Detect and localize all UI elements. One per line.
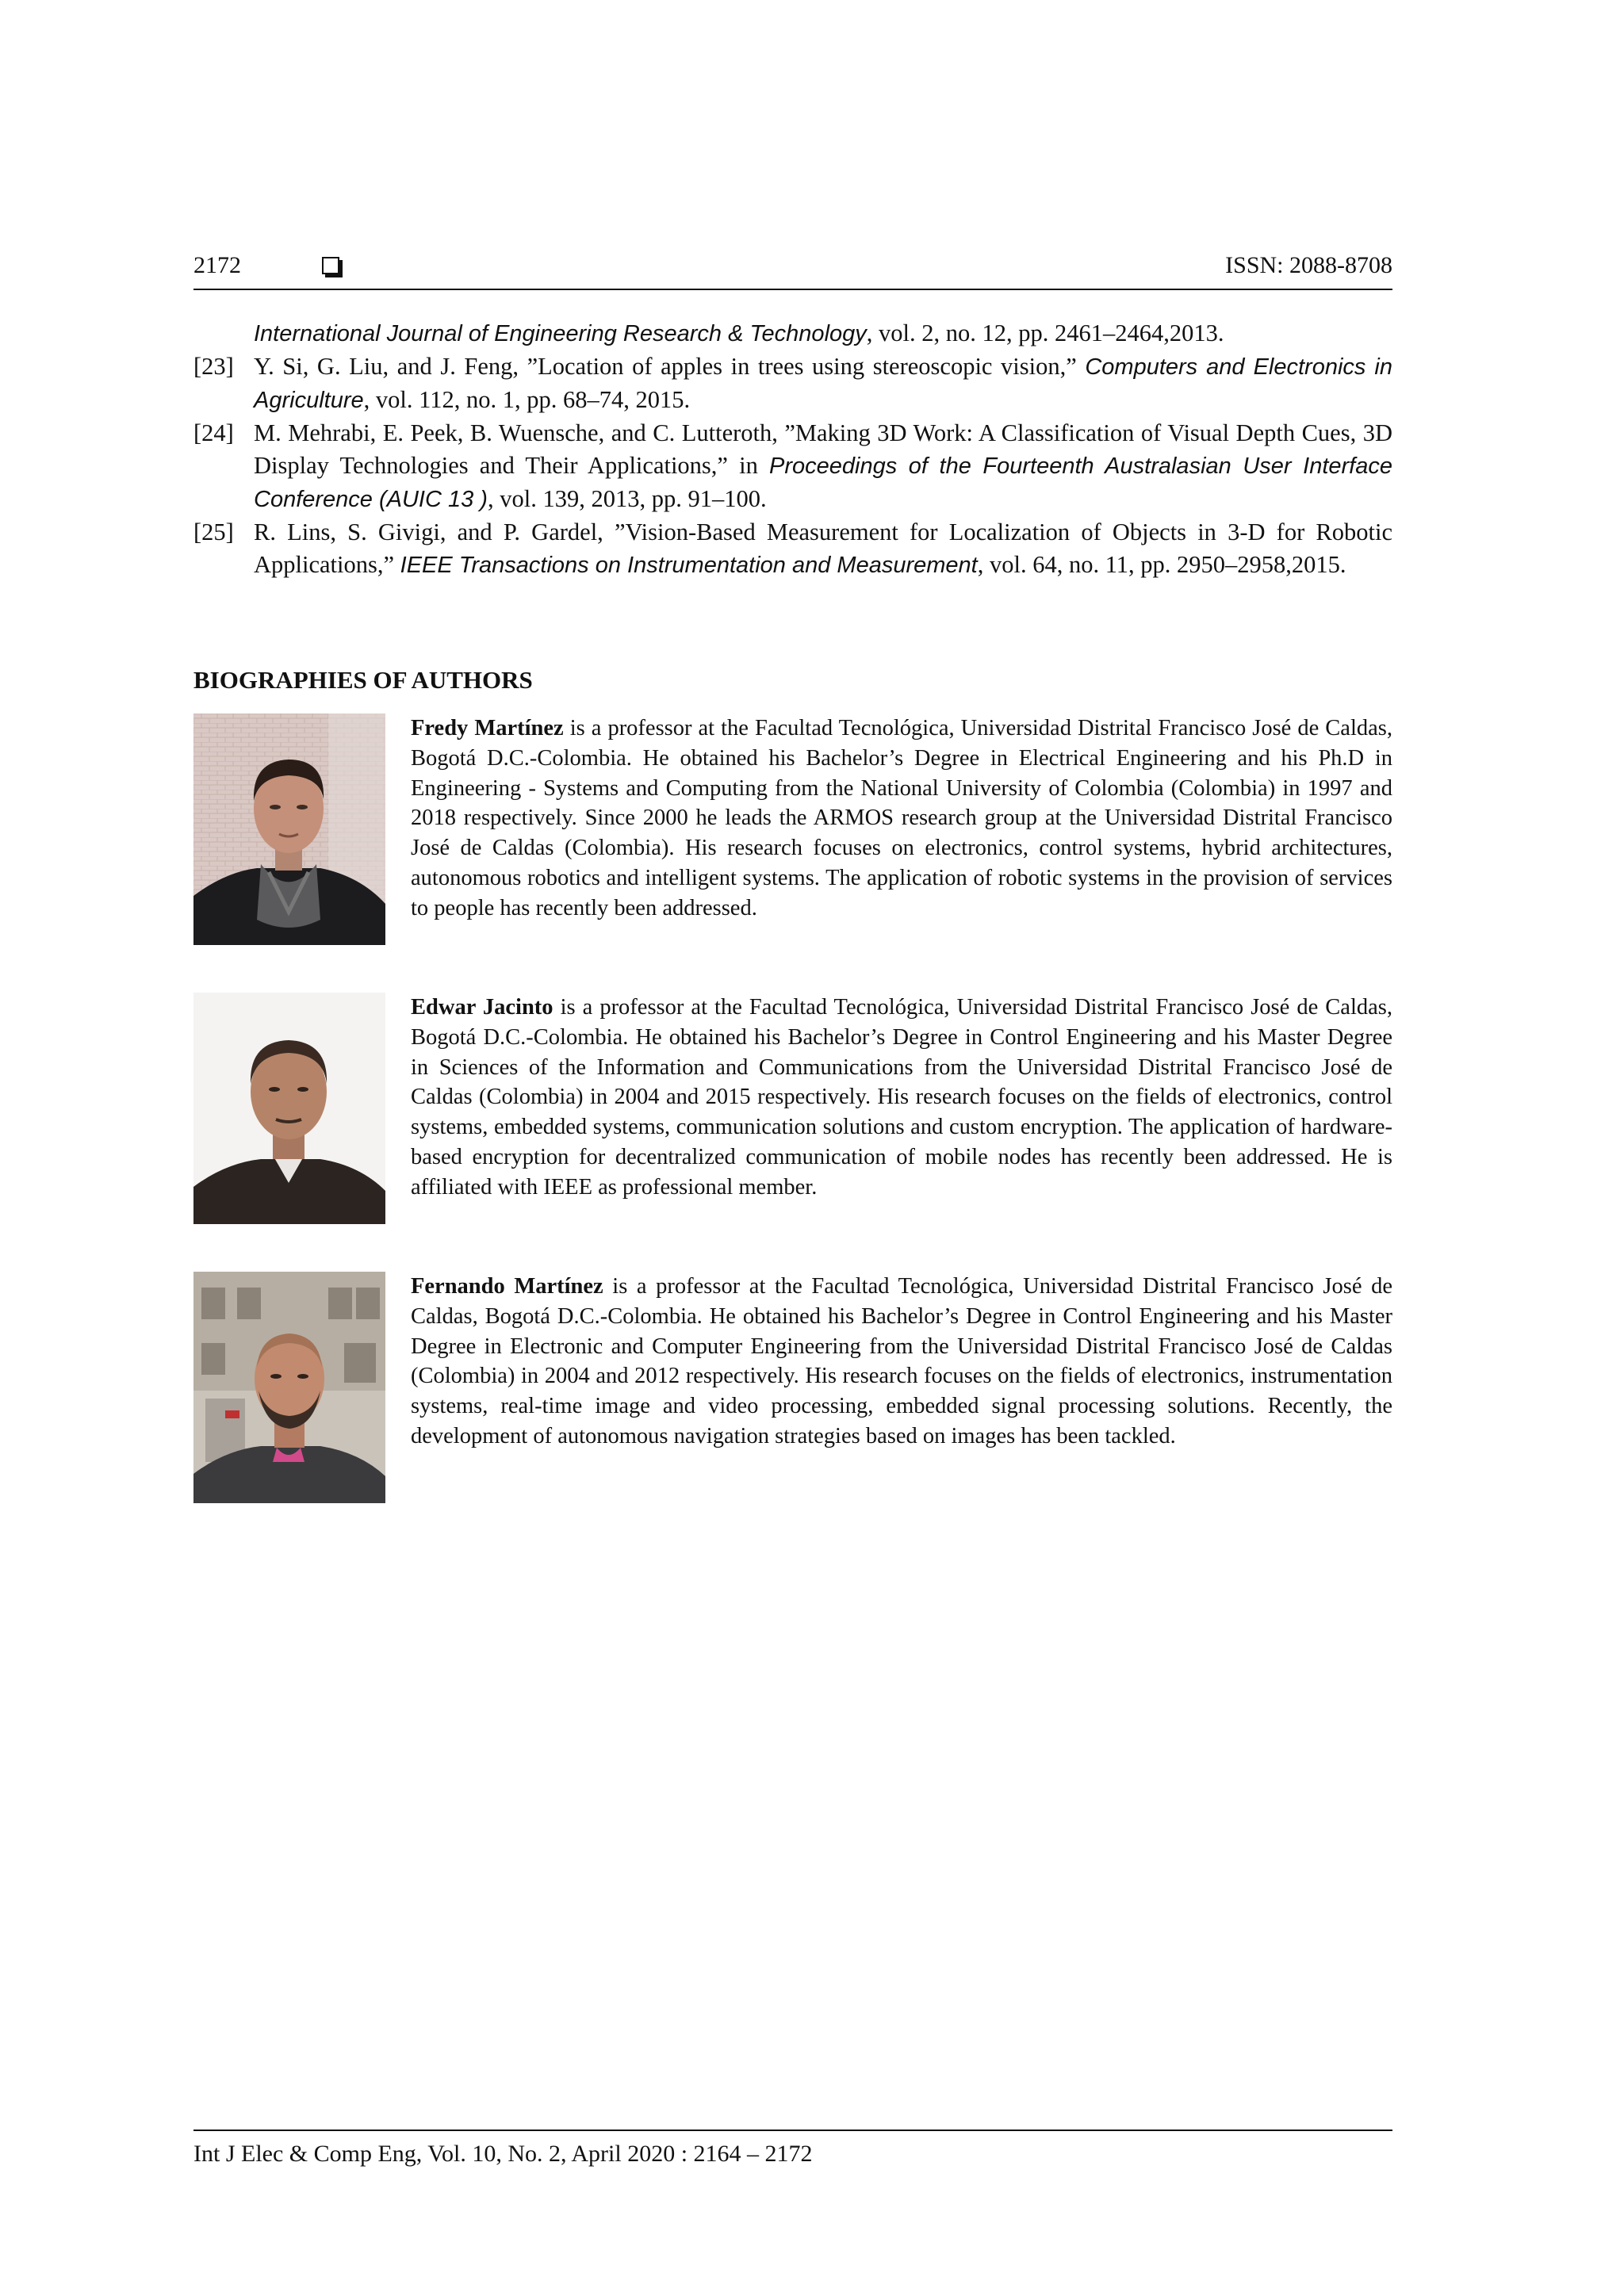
page-header [193,252,1392,290]
author-photo [193,1272,385,1503]
page-footer: Int J Elec & Comp Eng, Vol. 10, No. 2, April 2020 : 2164 – 2172 [193,2141,813,2167]
reference-details: , vol. 139, 2013, pp. 91–100. [487,485,767,512]
reference-number: [23] [193,353,234,380]
reference-23 [193,350,1392,417]
reference-venue: Proceedings of the Fourteenth Australasian User Interface Conference (AUIC 13 ) [254,453,1392,512]
author-description: is a professor at the Facultad Tecnológica, Universidad Distrital Francisco José de Caldas, Bogotá D.C.-Colombia. He obtained his Bachelor’s Degree in Electrical Engineering and his Ph.D in Engineering - Systems and Computing from the National University of Colombia (Colombia) in 1997 and 2018 respectively. Since 2000 he leads the ARMOS research group at the Universidad Distrital Francisco José de Caldas (Colombia). His research focuses on electronics, control systems, hybrid architectures, autonomous robotics and intelligent systems. The application of robotic systems in the provision of services to people has recently been addressed. [411,716,1392,920]
reference-number: [25] [193,519,234,545]
reference-authors-title: M. Mehrabi, E. Peek, B. Wuensche, and C. Lutteroth, ”Making 3D Work: A Classification of Visual Depth Cues, 3D Display Technologies and Their Applications,” in [254,419,1392,479]
section-heading: BIOGRAPHIES OF AUTHORS [193,666,533,694]
author-bio-text [411,714,1392,924]
reference-authors-title: R. Lins, S. Givigi, and P. Gardel, ”Vision-Based Measurement for Localization of Objects in 3-D for Robotic Applications,” [254,519,1392,578]
author-name: Fredy Martínez [411,716,564,740]
reference-details: , vol. 64, no. 11, pp. 2950–2958,2015. [977,551,1346,578]
reference-venue: International Journal of Engineering Research & Technology [254,321,867,346]
author-photo [193,993,385,1224]
author-photo [193,714,385,945]
reference-continuation [193,317,1392,350]
author-description: is a professor at the Facultad Tecnológica, Universidad Distrital Francisco José de Caldas, Bogotá D.C.-Colombia. He obtained his Bachelor’s Degree in Control Engineering and his Master Degree in Sciences of the Information and Communications from the Universidad Distrital Francisco José de Caldas (Colombia) in 2004 and 2015 respectively. His research focuses on the fields of electronics, control systems, embedded systems, communication solutions and custom encryption. The application of hardware-based encryption for decentralized communication of mobile nodes has recently been addressed. He is affiliated with IEEE as professional member. [411,995,1392,1200]
author-bio-text [411,1272,1392,1452]
reference-25 [193,516,1392,582]
reference-venue: IEEE Transactions on Instrumentation and Measurement [400,553,978,578]
reference-venue: Computers and Electronics in Agriculture [254,354,1392,413]
author-name: Edwar Jacinto [411,995,553,1020]
issn-label: ISSN: 2088-8708 [1225,252,1392,278]
author-description: is a professor at the Facultad Tecnológica, Universidad Distrital Francisco José de Caldas, Bogotá D.C.-Colombia. He obtained his Bachelor’s Degree in Control Engineering and his Master Degree in Electronic and Computer Engineering from the Universidad Distrital Francisco José de Caldas (Colombia) in 2004 and 2012 respectively. His research focuses on the fields of electronics, instrumentation systems, real-time image and video processing, embedded signal processing solutions. Recently, the development of autonomous navigation strategies based on images has been tackled. [411,1274,1392,1448]
references-list [193,317,1392,582]
author-name: Fernando Martínez [411,1274,603,1299]
reference-number: [24] [193,419,234,446]
square-box-icon [322,257,339,274]
reference-24 [193,417,1392,516]
page-number: 2172 [193,252,241,278]
reference-authors-title: Y. Si, G. Liu, and J. Feng, ”Location of apples in trees using stereoscopic vision,” [254,353,1086,380]
footer-rule [193,2130,1392,2131]
author-bio-text [411,993,1392,1203]
reference-details: , vol. 112, no. 1, pp. 68–74, 2015. [363,386,691,413]
reference-details: , vol. 2, no. 12, pp. 2461–2464,2013. [866,320,1224,346]
